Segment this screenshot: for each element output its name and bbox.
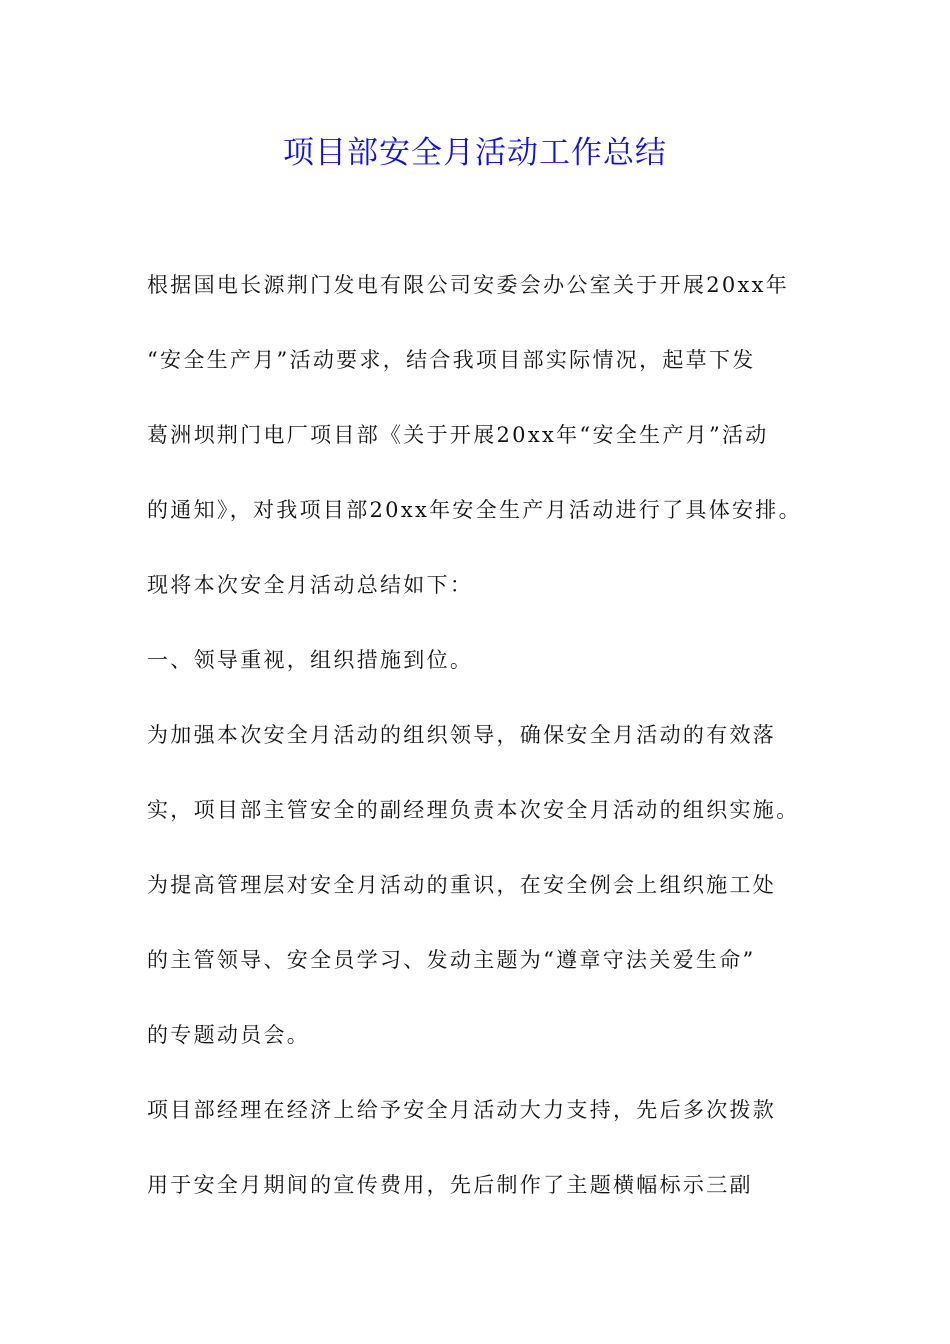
paragraph-line: “安全生产月”活动要求，结合我项目部实际情况，起草下发: [147, 348, 756, 372]
paragraph-line: 根据国电长源荆门发电有限公司安委会办公室关于开展20xx年: [147, 273, 790, 297]
section-heading: 一、领导重视，组织措施到位。: [147, 648, 474, 672]
paragraph-line: 实，项目部主管安全的副经理负责本次安全月活动的组织实施。: [147, 798, 800, 822]
paragraph-line: 为加强本次安全月活动的组织领导，确保安全月活动的有效落: [147, 723, 777, 747]
paragraph-line: 为提高管理层对安全月活动的重识，在安全例会上组织施工处: [147, 873, 777, 897]
paragraph-line: 现将本次安全月活动总结如下：: [147, 573, 474, 597]
paragraph-line: 用于安全月期间的宣传费用，先后制作了主题横幅标示三副: [147, 1173, 753, 1197]
paragraph-line: 项目部经理在经济上给予安全月活动大力支持，先后多次拨款: [147, 1098, 777, 1122]
document-title: 项目部安全月活动工作总结: [283, 135, 667, 171]
paragraph-line: 的通知》，对我项目部20xx年安全生产月活动进行了具体安排。: [147, 498, 802, 522]
paragraph-line: 的主管领导、安全员学习、发动主题为“遵章守法关爱生命”: [147, 948, 756, 972]
paragraph-line: 的专题动员会。: [147, 1023, 311, 1047]
paragraph-line: 葛洲坝荆门电厂项目部《关于开展20xx年“安全生产月”活动: [147, 423, 769, 447]
